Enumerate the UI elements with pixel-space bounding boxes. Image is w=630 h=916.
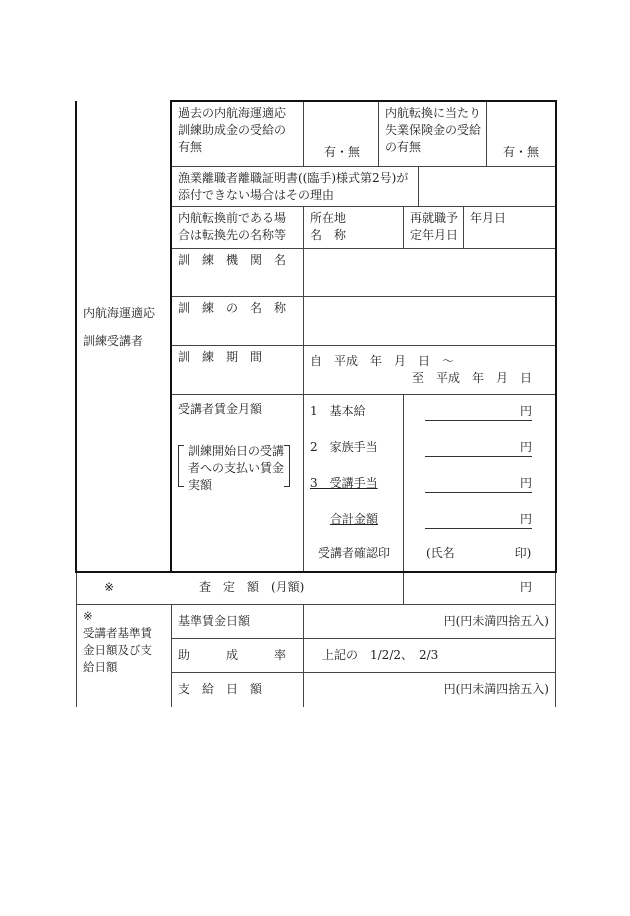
certificate-reason-field[interactable]: [418, 166, 556, 207]
item-training: 3 受講手当: [310, 476, 378, 490]
reemploy-label: 再就職予 定年月日: [403, 206, 464, 249]
training-org-field[interactable]: [303, 248, 556, 297]
training-period-field[interactable]: [303, 345, 556, 395]
pay-label: 支 給 日 額: [171, 672, 304, 714]
wages-label-cell: [171, 394, 304, 572]
wages-amount-cell[interactable]: [403, 394, 556, 572]
transfer-label: 内航転換前である場 合は転換先の名称等: [171, 206, 304, 249]
unemployment-value: 有・無: [503, 145, 540, 159]
location-field[interactable]: 所在地 名 称: [303, 206, 404, 249]
assessment-label-cell: [76, 572, 404, 605]
seal-field: (氏名 印): [426, 546, 532, 560]
bracket-left: [178, 445, 184, 487]
daily-label: ※ 受講者基準賃 金日額及び支 給日額: [76, 604, 172, 714]
confirm-label: 受講者確認印: [318, 546, 391, 560]
training-period-label: 訓 練 期 間: [171, 345, 304, 395]
item-family: 2 家族手当: [310, 440, 378, 454]
assessment-label: 査 定 額 (月額): [199, 580, 305, 594]
period-from: 自 平成 年 月 日 ～: [310, 354, 455, 368]
total-label: 合計金額: [330, 512, 379, 526]
bracket-right: [284, 445, 290, 487]
pay-field[interactable]: 円(円未満四捨五入): [303, 672, 556, 714]
training-org-label: 訓 練 機 関 名: [171, 248, 304, 297]
training-name-field[interactable]: [303, 296, 556, 346]
assessment-yen: 円: [520, 580, 533, 594]
certificate-reason-label: 漁業離職者離職証明書((臨手)様式第2号)が 添付できない場合はその理由: [171, 166, 419, 207]
wages-items-cell: [303, 394, 404, 572]
period-to: 至 平成 年 月 日: [412, 371, 533, 385]
past-grant-label: 過去の内航海運適応 訓練助成金の受給の 有無: [171, 101, 304, 167]
training-name-label: 訓 練 の 名 称: [171, 296, 304, 346]
section-label-2: 訓練受講者: [83, 334, 144, 348]
base-field[interactable]: 円(円未満四捨五入): [303, 604, 556, 639]
section-label-1: 内航海運適応: [83, 306, 156, 320]
assessment-mark: ※: [104, 580, 115, 594]
past-grant-value: 有・無: [324, 145, 361, 159]
rate-label: 助 成 率: [171, 638, 304, 673]
wages-note: 訓練開始日の受講 者への支払い賃金 実額: [188, 444, 285, 492]
yen-1: 円: [520, 404, 533, 418]
wages-label: 受講者賃金月額: [178, 402, 263, 416]
yen-total: 円: [520, 512, 533, 526]
unemployment-field[interactable]: [486, 101, 556, 167]
assessment-field[interactable]: [403, 572, 556, 605]
past-grant-field[interactable]: [303, 101, 379, 167]
rate-field[interactable]: 上記の 1/2/2、 2/3: [303, 638, 556, 673]
yen-3: 円: [520, 476, 533, 490]
unemployment-label: 内航転換に当たり 失業保険金の受給 の有無: [378, 101, 487, 167]
reemploy-date-field[interactable]: 年月日: [463, 206, 556, 249]
item-basic: 1 基本給: [310, 404, 366, 418]
yen-2: 円: [520, 440, 533, 454]
base-label: 基準賃金日額: [171, 604, 304, 639]
